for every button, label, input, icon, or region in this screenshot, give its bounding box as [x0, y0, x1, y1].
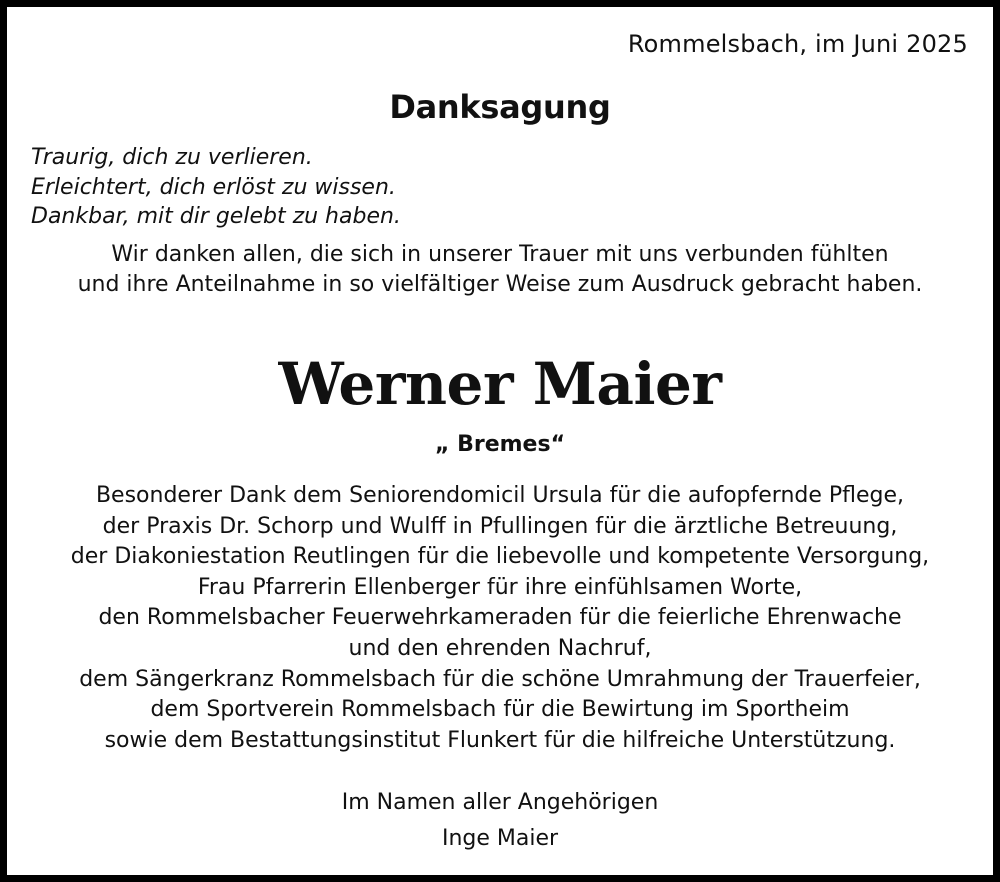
thanks-intro-line: und ihre Anteilnahme in so vielfältiger Weise zum Ausdruck gebracht haben.	[77, 272, 923, 297]
signer-name: Inge Maier	[441, 826, 559, 851]
poem-line: Traurig, dich zu verlieren.	[31, 145, 313, 170]
thanks-intro	[0, 240, 1000, 300]
special-thanks-line: den Rommelsbacher Feuerwehrkameraden für die feierliche Ehrenwache	[98, 605, 902, 631]
signoff	[0, 785, 1000, 857]
place-date: Rommelsbach, im Juni 2025	[627, 30, 968, 58]
poem-line: Dankbar, mit dir gelebt zu haben.	[31, 204, 401, 229]
special-thanks-line: Besonderer Dank dem Seniorendomicil Ursula für die aufopfernde Pflege,	[95, 483, 905, 508]
special-thanks-line: dem Sängerkranz Rommelsbach für die schöne Umrahmung der Trauerfeier,	[79, 666, 921, 692]
special-thanks	[0, 481, 1000, 756]
special-thanks-line: der Diakoniestation Reutlingen für die liebevolle und kompetente Versorgung,	[70, 544, 930, 570]
thanks-intro-line: Wir danken allen, die sich in unserer Trauer mit uns verbunden fühlten	[111, 242, 889, 267]
special-thanks-line: der Praxis Dr. Schorp und Wulff in Pfullingen für die ärztliche Betreuung,	[102, 513, 898, 539]
poem	[31, 143, 401, 232]
poem-line: Erleichtert, dich erlöst zu wissen.	[31, 174, 396, 200]
deceased-nickname: „ Bremes“	[434, 432, 566, 457]
special-thanks-line: dem Sportverein Rommelsbach für die Bewirtung im Sportheim	[150, 697, 850, 723]
signoff-line: Im Namen aller Angehörigen	[341, 790, 659, 815]
deceased-name: Werner Maier	[278, 350, 722, 418]
special-thanks-line: Frau Pfarrerin Ellenberger für ihre einfühlsamen Worte,	[197, 574, 803, 600]
notice-heading: Danksagung	[389, 88, 611, 126]
special-thanks-line: und den ehrenden Nachruf,	[348, 635, 652, 661]
special-thanks-line: sowie dem Bestattungsinstitut Flunkert für die hilfreiche Unterstützung.	[104, 727, 896, 753]
